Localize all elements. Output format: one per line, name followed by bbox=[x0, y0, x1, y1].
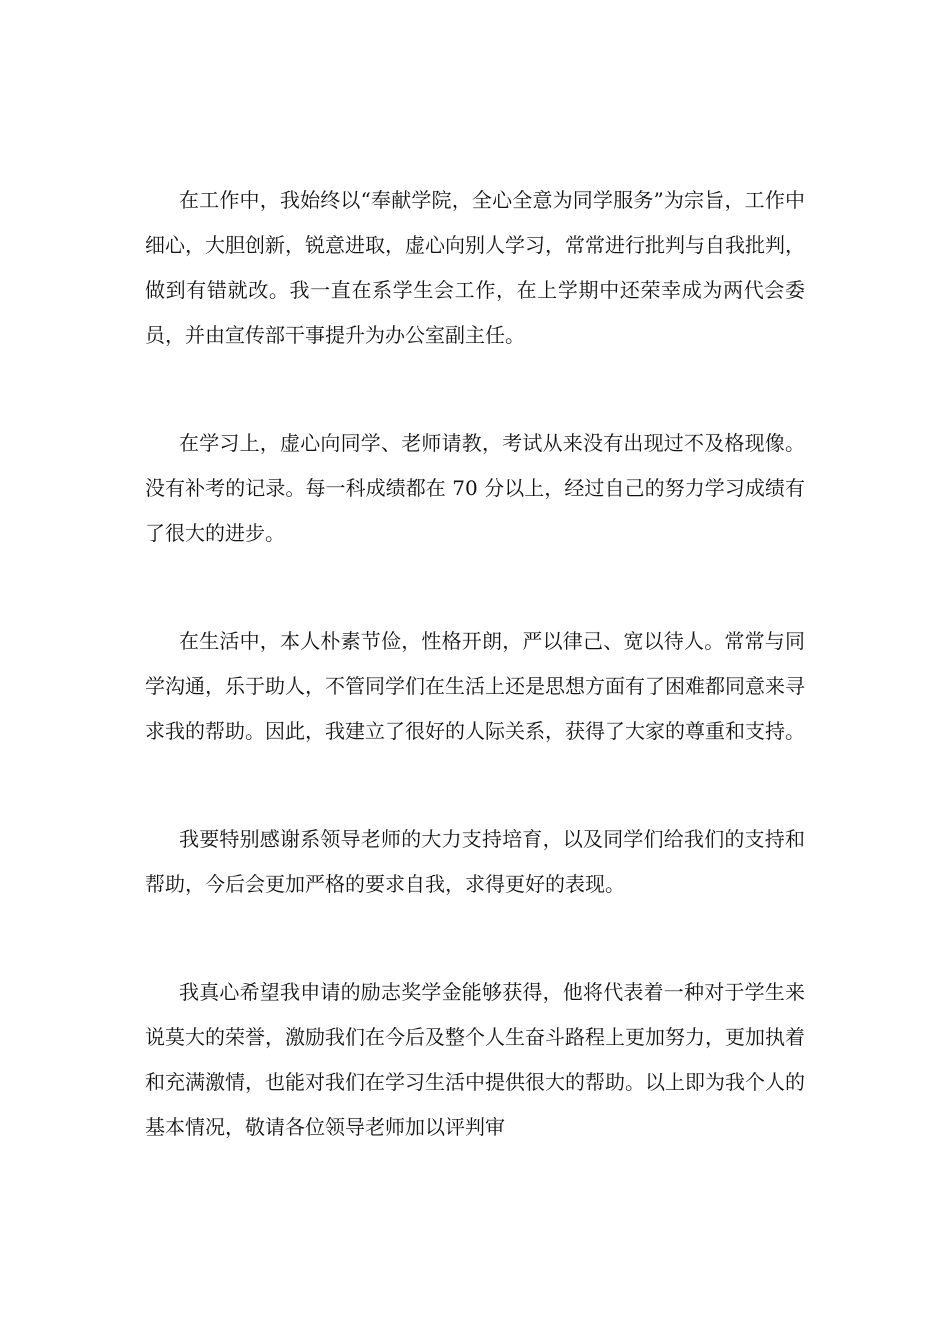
document-body bbox=[145, 178, 805, 1213]
paragraph-work: 在工作中，我始终以“奉献学院，全心全意为同学服务”为宗旨，工作中细心，大胆创新，锐意进取，虚心向别人学习，常常进行批判与自我批判，做到有错就改。我一直在系学生会工作，在上学期中还荣幸成为两代会委员，并由宣传部干事提升为办公室副主任。 bbox=[145, 188, 805, 347]
paragraph-study: 在学习上，虚心向同学、老师请教，考试从来没有出现过不及格现像。没有补考的记录。每一科成绩都在 70 分以上，经过自己的努力学习成绩有了很大的进步。 bbox=[145, 431, 805, 545]
paragraph-hope: 我真心希望我申请的励志奖学金能够获得，他将代表着一种对于学生来说莫大的荣誉，激励我们在今后及整个人生奋斗路程上更加努力，更加执着和充满激情，也能对我们在学习生活中提供很大的帮助。以上即为我个人的基本情况，敬请各位领导老师加以评判审 bbox=[145, 980, 805, 1139]
paragraph-thanks: 我要特别感谢系领导老师的大力支持培育，以及同学们给我们的支持和帮助，今后会更加严格的要求自我，求得更好的表现。 bbox=[145, 827, 805, 896]
paragraph-life: 在生活中，本人朴素节俭，性格开朗，严以律己、宽以待人。常常与同学沟通，乐于助人，不管同学们在生活上还是思想方面有了困难都同意来寻求我的帮助。因此，我建立了很好的人际关系，获得了大家的尊重和支持。 bbox=[145, 629, 805, 743]
